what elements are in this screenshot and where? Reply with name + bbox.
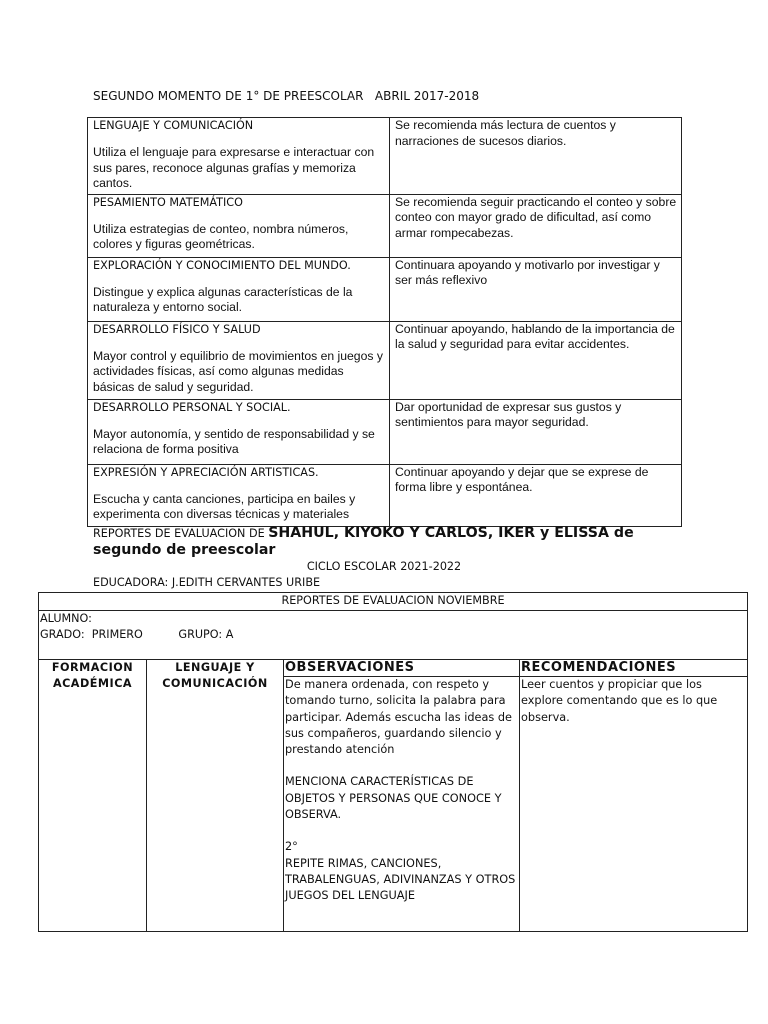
recommendation-text: Leer cuentos y propiciar que los explore comentando que es lo que observa. <box>521 678 718 724</box>
table-row <box>39 593 748 611</box>
teacher-name: EDUCADORA: J.EDITH CERVANTES URIBE <box>93 576 321 589</box>
recommendations-header: RECOMENDACIONES <box>521 660 677 675</box>
area-cell <box>88 321 390 399</box>
student-names: SHAHUL, KIYOKO Y CARLOS, IKER y ELISSA de segundo de preescolar <box>93 525 634 558</box>
area-cell <box>88 257 390 321</box>
table-row <box>88 194 682 257</box>
report-prefix: REPORTES DE EVALUACION DE <box>93 527 269 540</box>
grade-group-label: GRADO: PRIMERO GRUPO: A <box>40 628 234 641</box>
table-row <box>88 118 682 195</box>
student-info-cell <box>39 611 748 660</box>
observation-paragraph: REPITE RIMAS, CANCIONES, TRABALENGUAS, ADIVINANZAS Y OTROS JUEGOS DEL LENGUAJE <box>285 856 516 903</box>
area-description: Distingue y explica algunas características de la naturaleza y entorno social. <box>93 284 353 314</box>
observation-number: 2° <box>285 840 298 854</box>
area-description: Escucha y canta canciones, participa en bailes y experimenta con diversas técnicas y materiales <box>93 491 356 521</box>
observation-paragraph: De manera ordenada, con respeto y tomando turno, solicita la palabra para participar. Además escucha las ideas de sus compañeros, guardando silencio y prestando atención <box>285 678 513 757</box>
recommendation-cell: Se recomienda más lectura de cuentos y narraciones de sucesos diarios. <box>390 118 682 195</box>
area-description: Utiliza el lenguaje para expresarse e interactuar con sus pares, reconoce algunas grafías y memoriza cantos. <box>93 145 375 190</box>
area-description: Mayor autonomía, y sentido de responsabilidad y se relaciona de forma positiva <box>93 426 375 456</box>
area-title: DESARROLLO FÍSICO Y SALUD <box>93 322 261 336</box>
table-row <box>88 257 682 321</box>
table-row <box>39 660 748 932</box>
observations-header: OBSERVACIONES <box>285 660 415 675</box>
recommendation-cell: Continuar apoyando, hablando de la importancia de la salud y seguridad para evitar accidentes. <box>390 321 682 399</box>
table-title: REPORTES DE EVALUACION NOVIEMBRE <box>39 593 748 611</box>
area-description: Utiliza estrategias de conteo, nombra números, colores y figuras geométricas. <box>93 221 349 251</box>
recommendations-cell <box>520 660 748 932</box>
area-cell <box>88 194 390 257</box>
observations-cell <box>284 660 520 932</box>
november-report-table <box>38 592 748 932</box>
alumno-label: ALUMNO: <box>40 612 92 625</box>
recommendation-cell: Se recomienda seguir practicando el conteo y sobre conteo con mayor grado de dificultad, así como armar rompecabezas. <box>390 194 682 257</box>
areas-table <box>87 117 682 527</box>
table-row <box>39 611 748 660</box>
area-title: LENGUAJE Y COMUNICACIÓN <box>93 119 254 132</box>
area-title: EXPRESIÓN Y APRECIACIÓN ARTISTICAS. <box>93 465 319 479</box>
area-cell <box>88 399 390 464</box>
area-cell <box>88 464 390 526</box>
observation-paragraph: MENCIONA CARACTERÍSTICAS DE OBJETOS Y PERSONAS QUE CONOCE Y OBSERVA. <box>285 775 502 822</box>
report-title <box>93 525 683 559</box>
area-title: DESARROLLO PERSONAL Y SOCIAL. <box>93 400 291 414</box>
area-description: Mayor control y equilibrio de movimientos en juegos y actividades físicas, así como algunas medidas básicas de salud y seguridad. <box>93 348 383 394</box>
school-cycle: CICLO ESCOLAR 2021-2022 <box>306 560 462 573</box>
table-row <box>88 399 682 464</box>
document-heading: SEGUNDO MOMENTO DE 1° DE PREESCOLAR ABRIL 2017-2018 <box>93 89 480 103</box>
field-header: LENGUAJE Y COMUNICACIÓN <box>147 660 284 932</box>
table-row <box>88 464 682 526</box>
recommendation-cell: Dar oportunidad de expresar sus gustos y sentimientos para mayor seguridad. <box>390 399 682 464</box>
recommendation-cell: Continuara apoyando y motivarlo por investigar y ser más reflexivo <box>390 257 682 321</box>
area-title: PESAMIENTO MATEMÁTICO <box>93 195 243 209</box>
recommendation-cell: Continuar apoyando y dejar que se exprese de forma libre y espontánea. <box>390 464 682 526</box>
formation-header: FORMACION ACADÉMICA <box>39 660 147 932</box>
area-cell <box>88 118 390 195</box>
area-title: EXPLORACIÓN Y CONOCIMIENTO DEL MUNDO. <box>93 258 351 272</box>
table-row <box>88 321 682 399</box>
